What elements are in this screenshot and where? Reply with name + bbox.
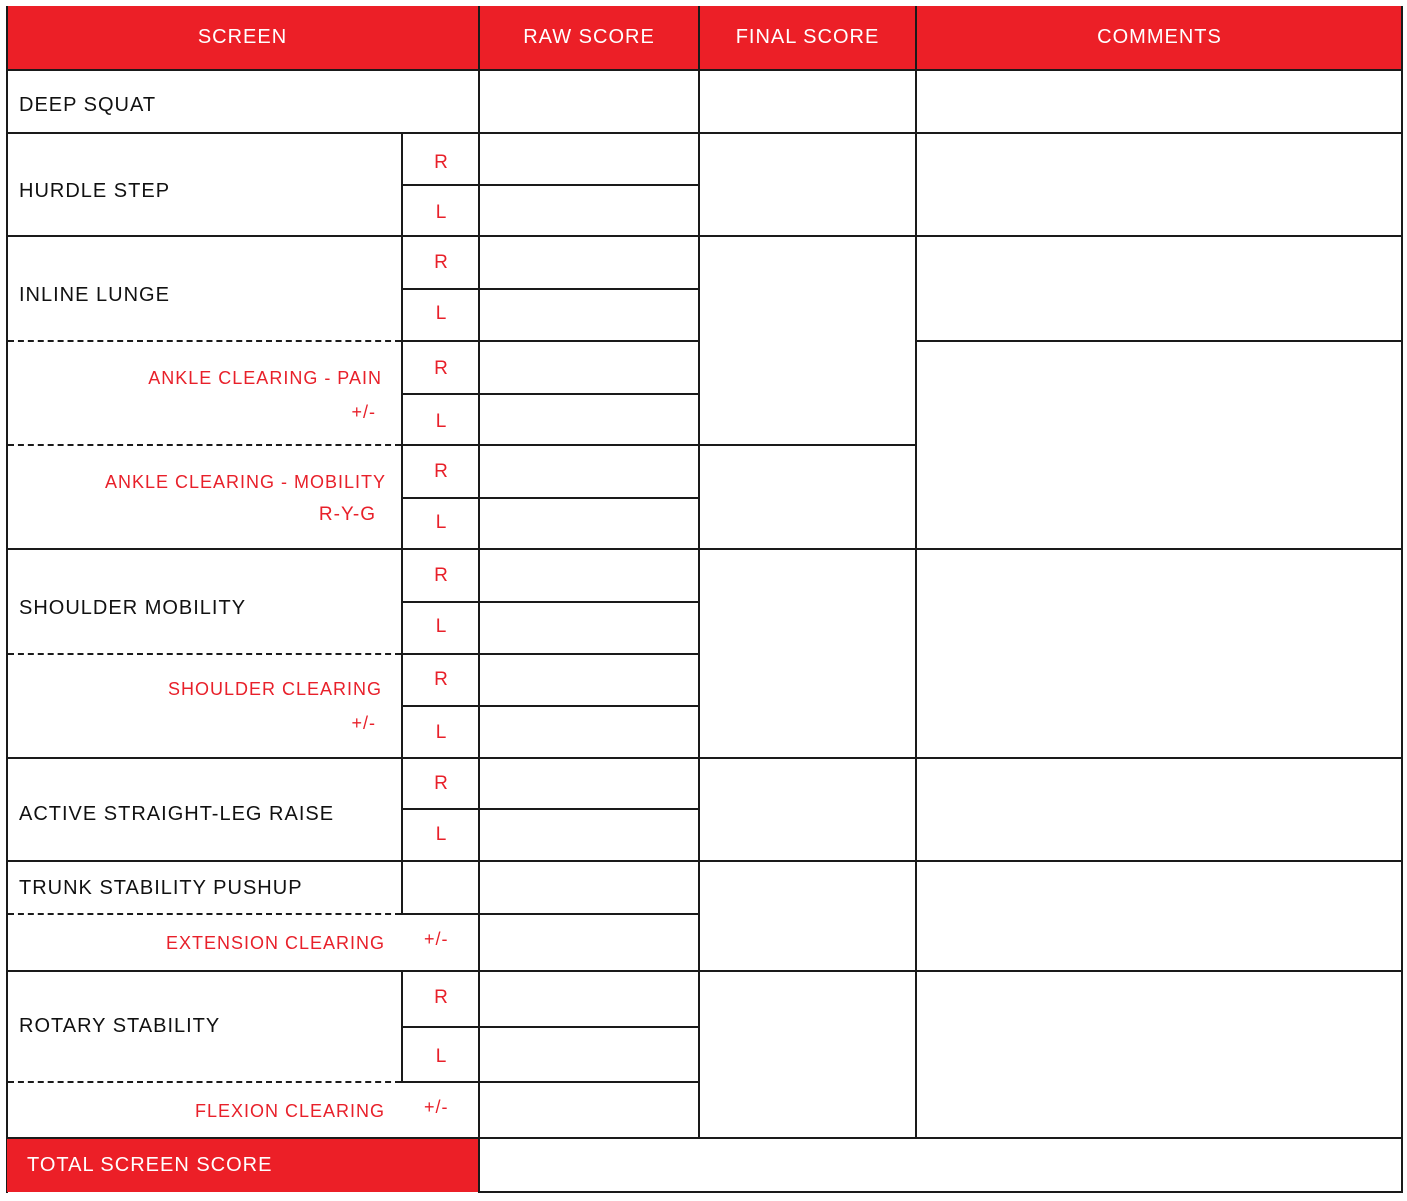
raw-score-ankle-pain-r[interactable] — [480, 342, 698, 393]
comment-hurdle[interactable] — [917, 134, 1401, 235]
label-shoulder-mobility: SHOULDER MOBILITY — [19, 597, 247, 619]
side-shoulder-r: R — [434, 565, 448, 586]
comment-trunk[interactable] — [917, 862, 1401, 970]
raw-score-trunk[interactable] — [480, 862, 698, 913]
raw-score-aslr-r[interactable] — [480, 759, 698, 808]
comment-rotary[interactable] — [917, 972, 1401, 1137]
raw-score-hurdle-l[interactable] — [480, 186, 698, 235]
label-inline-lunge: INLINE LUNGE — [19, 284, 170, 306]
raw-score-lunge-r[interactable] — [480, 237, 698, 288]
raw-score-shoulder-clear-l[interactable] — [480, 707, 698, 757]
dash-ankle-pain — [8, 444, 401, 446]
label-deep-squat: DEEP SQUAT — [19, 94, 157, 116]
raw-score-shoulder-l[interactable] — [480, 603, 698, 653]
side-aslr-l: L — [435, 824, 447, 845]
label-aslr: ACTIVE STRAIGHT-LEG RAISE — [19, 803, 335, 825]
header-raw-score: RAW SCORE — [480, 6, 698, 69]
final-score-trunk[interactable] — [700, 862, 915, 970]
label-shoulder-clearing-sub: +/- — [351, 713, 376, 733]
final-score-shoulder[interactable] — [700, 550, 915, 757]
dash-trunk — [8, 913, 401, 915]
raw-score-lunge-l[interactable] — [480, 290, 698, 340]
raw-score-extension[interactable] — [480, 915, 698, 970]
header-comments: COMMENTS — [917, 6, 1402, 69]
frame-left — [6, 6, 8, 1193]
comment-aslr[interactable] — [917, 759, 1401, 860]
dash-shoulder — [8, 653, 401, 655]
header-screen: SCREEN — [7, 6, 478, 69]
label-shoulder-clearing: SHOULDER CLEARING — [167, 679, 382, 699]
final-score-aslr[interactable] — [700, 759, 915, 860]
total-screen-score-value[interactable] — [480, 1139, 1401, 1191]
label-flexion-sub: +/- — [424, 1097, 449, 1117]
side-shoulder-clear-r: R — [434, 669, 448, 690]
comment-deep-squat[interactable] — [917, 71, 1401, 132]
side-hurdle-l: L — [435, 202, 447, 223]
row-line-bottom — [478, 1191, 1403, 1193]
raw-score-deep-squat[interactable] — [480, 71, 698, 132]
raw-score-rotary-r[interactable] — [480, 972, 698, 1026]
side-shoulder-clear-l: L — [435, 722, 447, 743]
side-rotary-l: L — [435, 1046, 447, 1067]
label-extension-sub: +/- — [424, 929, 449, 949]
label-ankle-pain-sub: +/- — [351, 402, 376, 422]
comment-lunge[interactable] — [917, 237, 1401, 340]
total-screen-score-label: TOTAL SCREEN SCORE — [7, 1139, 478, 1192]
frame-right — [1401, 6, 1403, 1193]
side-ankle-mob-l: L — [435, 512, 447, 533]
raw-score-hurdle-r[interactable] — [480, 134, 698, 184]
side-lunge-r: R — [434, 252, 448, 273]
raw-score-shoulder-r[interactable] — [480, 550, 698, 601]
final-score-ankle-mob[interactable] — [700, 446, 915, 548]
raw-score-ankle-pain-l[interactable] — [480, 395, 698, 444]
label-ankle-mobility-sub: R-Y-G — [318, 504, 376, 525]
final-score-hurdle[interactable] — [700, 134, 915, 235]
side-ankle-mob-r: R — [434, 461, 448, 482]
side-rotary-r: R — [434, 987, 448, 1008]
raw-score-shoulder-clear-r[interactable] — [480, 655, 698, 705]
dash-lunge — [8, 340, 401, 342]
dash-rotary — [8, 1081, 401, 1083]
final-score-lunge[interactable] — [700, 237, 915, 444]
side-ankle-pain-r: R — [434, 358, 448, 379]
label-extension-clearing: EXTENSION CLEARING — [165, 933, 385, 953]
label-flexion-clearing: FLEXION CLEARING — [194, 1101, 385, 1121]
side-lunge-l: L — [435, 303, 447, 324]
label-trunk-stability: TRUNK STABILITY PUSHUP — [19, 877, 303, 899]
header-final-score: FINAL SCORE — [700, 6, 915, 69]
raw-score-ankle-mob-r[interactable] — [480, 446, 698, 497]
raw-score-rotary-l[interactable] — [480, 1028, 698, 1081]
final-score-rotary[interactable] — [700, 972, 915, 1137]
side-hurdle-r: R — [434, 152, 448, 173]
label-rotary-stability: ROTARY STABILITY — [19, 1015, 221, 1037]
side-aslr-r: R — [434, 773, 448, 794]
side-ankle-pain-l: L — [435, 411, 447, 432]
final-score-deep-squat[interactable] — [700, 71, 915, 132]
label-ankle-clearing-mobility: ANKLE CLEARING - MOBILITY — [104, 472, 386, 492]
label-ankle-clearing-pain: ANKLE CLEARING - PAIN — [148, 368, 382, 388]
side-shoulder-l: L — [435, 616, 447, 637]
comment-ankle[interactable] — [917, 342, 1401, 548]
raw-score-aslr-l[interactable] — [480, 810, 698, 860]
label-hurdle-step: HURDLE STEP — [19, 180, 171, 202]
raw-score-flexion[interactable] — [480, 1083, 698, 1137]
comment-shoulder[interactable] — [917, 550, 1401, 757]
raw-score-ankle-mob-l[interactable] — [480, 499, 698, 548]
